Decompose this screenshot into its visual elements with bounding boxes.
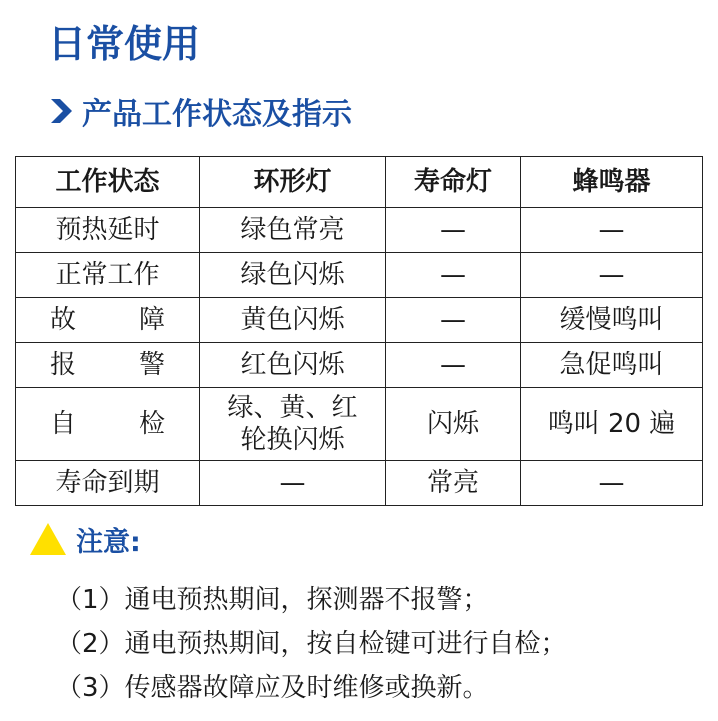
ring-light-line-1: 绿、黄、红 <box>227 393 358 423</box>
ring-light-cell <box>200 388 386 461</box>
state-cell: 报警 <box>16 343 200 388</box>
status-table <box>15 156 703 506</box>
state-cell: 自检 <box>16 388 200 461</box>
column-header-state: 工作状态 <box>16 157 200 208</box>
life-light-cell: — <box>386 298 521 343</box>
ring-light-cell: 红色闪烁 <box>200 343 386 388</box>
buzzer-cell: — <box>521 253 703 298</box>
buzzer-cell: — <box>521 208 703 253</box>
buzzer-cell: 急促鸣叫 <box>521 343 703 388</box>
column-header-life-light: 寿命灯 <box>386 157 521 208</box>
buzzer-cell: — <box>521 461 703 506</box>
list-item: （1）通电预热期间，探测器不报警； <box>56 585 489 615</box>
table-row <box>16 208 703 253</box>
column-header-buzzer: 蜂鸣器 <box>521 157 703 208</box>
list-item: （2）通电预热期间，按自检键可进行自检； <box>56 629 567 659</box>
life-light-cell: 常亮 <box>386 461 521 506</box>
life-light-cell: — <box>386 253 521 298</box>
chevron-right-icon <box>48 96 74 126</box>
ring-light-line-2: 轮换闪烁 <box>240 425 345 455</box>
section-heading <box>48 88 352 134</box>
life-light-cell: — <box>386 343 521 388</box>
table-row <box>16 461 703 506</box>
page-title: 日常使用 <box>48 22 201 66</box>
state-cell: 正常工作 <box>16 253 200 298</box>
ring-light-cell: 绿色闪烁 <box>200 253 386 298</box>
table-row <box>16 343 703 388</box>
life-light-cell: 闪烁 <box>386 388 521 461</box>
state-cell: 预热延时 <box>16 208 200 253</box>
notes-heading <box>28 518 141 560</box>
life-light-cell: — <box>386 208 521 253</box>
notes-heading-text: 注意: <box>76 526 141 558</box>
column-header-ring-light: 环形灯 <box>200 157 386 208</box>
table-row <box>16 388 703 461</box>
notes-list <box>56 578 567 710</box>
buzzer-cell: 鸣叫 20 遍 <box>521 388 703 461</box>
table-row <box>16 298 703 343</box>
ring-light-cell: 黄色闪烁 <box>200 298 386 343</box>
buzzer-cell: 缓慢鸣叫 <box>521 298 703 343</box>
ring-light-cell: 绿色常亮 <box>200 208 386 253</box>
table-header-row <box>16 157 703 208</box>
ring-light-cell: — <box>200 461 386 506</box>
state-cell: 寿命到期 <box>16 461 200 506</box>
list-item: （3）传感器故障应及时维修或换新。 <box>56 673 489 703</box>
warning-triangle-icon <box>28 521 68 557</box>
section-heading-text: 产品工作状态及指示 <box>82 97 352 132</box>
table-row <box>16 253 703 298</box>
state-cell: 故障 <box>16 298 200 343</box>
